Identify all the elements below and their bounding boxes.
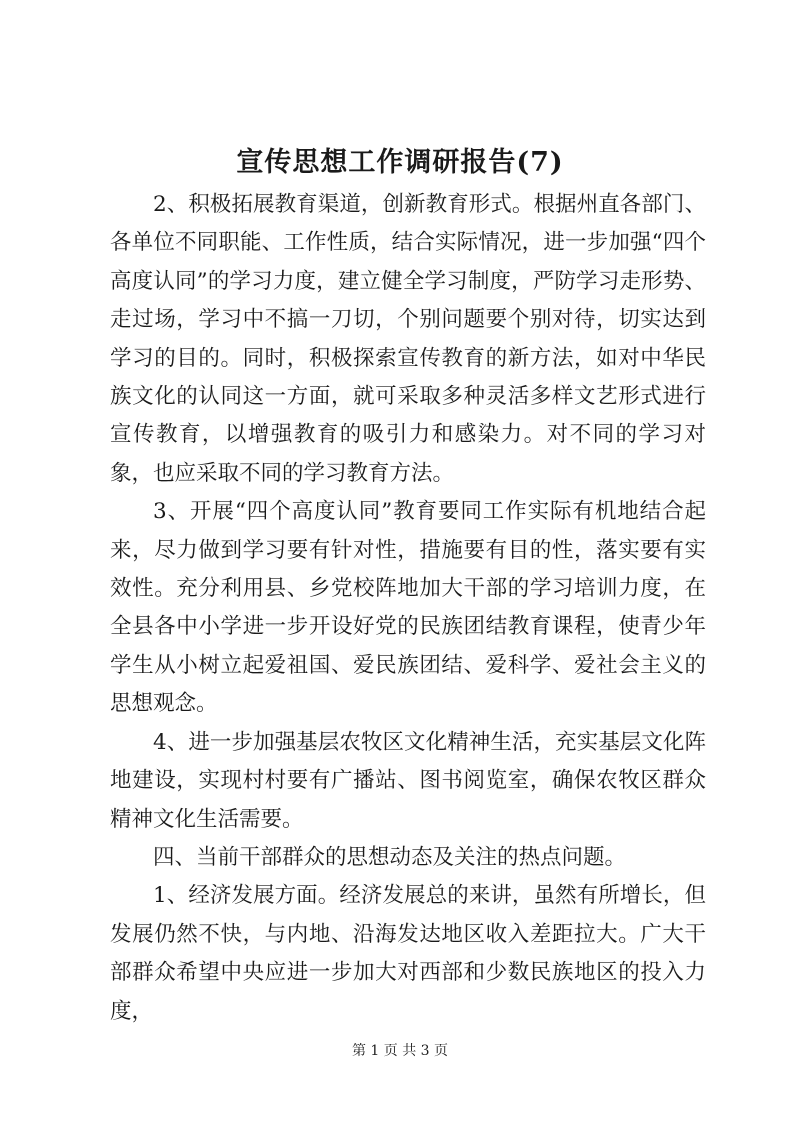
paragraph: 四、当前干部群众的思想动态及关注的热点问题。 (153, 844, 627, 870)
paragraph: 2、积极拓展教育渠道，创新教育形式。根据州直各部门、各单位不同职能、工作性质，结合实际情况，进一步加强“四个高度认同”的学习力度，建立健全学习制度，严防学习走形势、走过场，学习中不搞一刀切，个别问题要个别对待，切实达到学习的目的。同时，积极探索宣传教育的新方法，如对中华民族文化的认同这一方面，就可采取多种灵活多样文艺形式进行宣传教育，以增强教育的吸引力和感染力。对不同的学习对象，也应采取不同的学习教育方法。 (110, 192, 706, 486)
page-footer: 第 1 页 共 3 页 (351, 1043, 449, 1059)
document-title: 宣传思想工作调研报告(7) (236, 147, 564, 178)
paragraph: 3、开展“四个高度认同”教育要同工作实际有机地结合起来，尽力做到学习要有针对性，措施要有目的性，落实要有实效性。充分利用县、乡党校阵地加大干部的学习培训力度，在全县各中小学进一步开设好党的民族团结教育课程，使青少年学生从小树立起爱祖国、爱民族团结、爱科学、爱社会主义的思想观念。 (110, 499, 706, 717)
paragraph: 4、进一步加强基层农牧区文化精神生活，充实基层文化阵地建设，实现村村要有广播站、图书阅览室，确保农牧区群众精神文化生活需要。 (110, 729, 706, 832)
paragraph: 1、经济发展方面。经济发展总的来讲，虽然有所增长，但发展仍然不快，与内地、沿海发达地区收入差距拉大。广大干部群众希望中央应进一步加大对西部和少数民族地区的投入力度， (110, 883, 706, 1024)
document-body (110, 186, 706, 1031)
